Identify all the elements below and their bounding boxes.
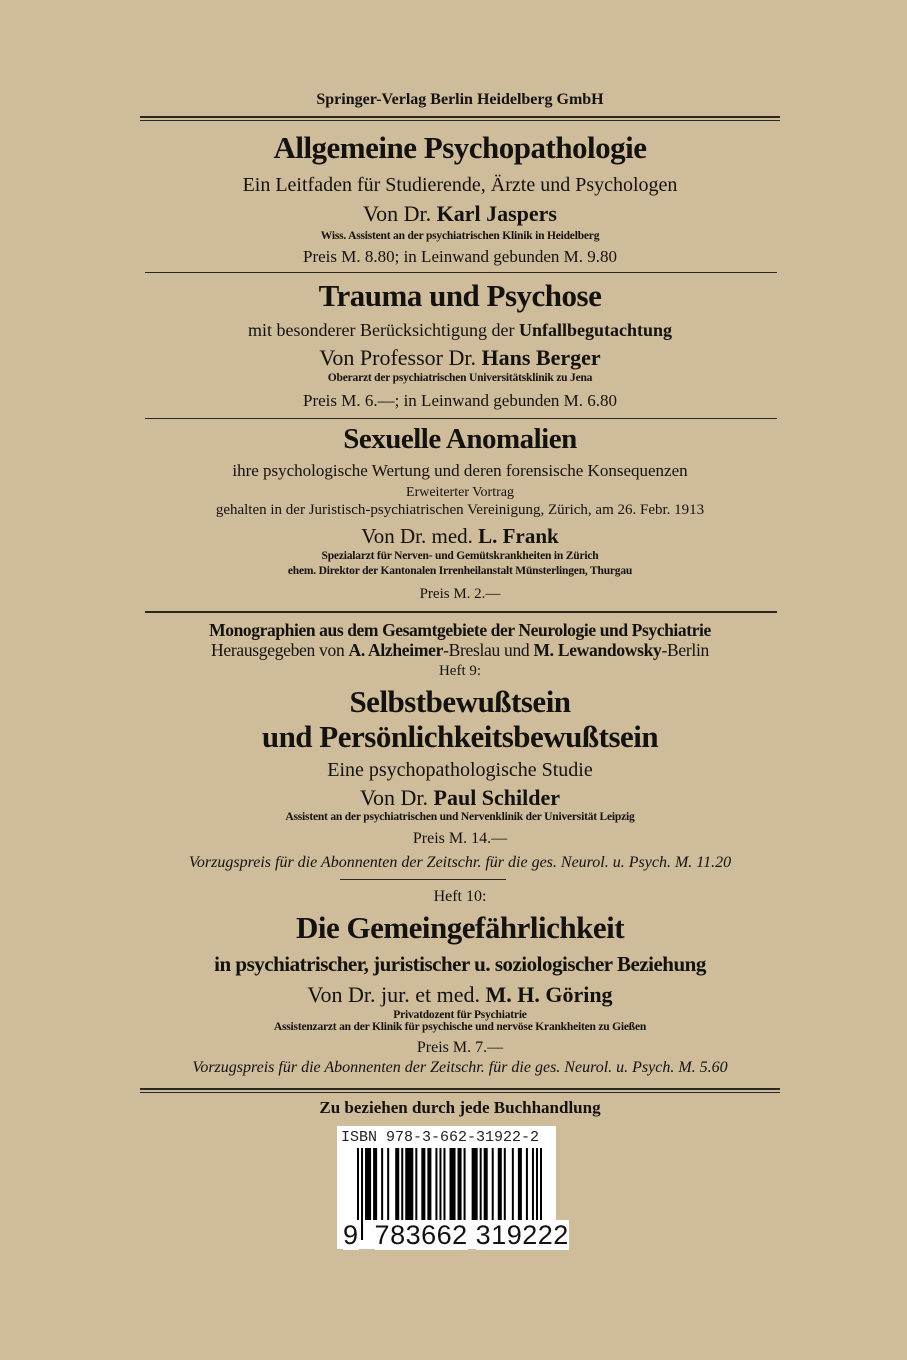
barcode-bar: [464, 1148, 466, 1220]
book3-subtitle: ihre psychologische Wertung und deren forensische Konsequenzen: [232, 461, 688, 480]
barcode-bar: [492, 1148, 494, 1220]
barcode-bar: [532, 1148, 534, 1220]
barcode-bar: [401, 1148, 403, 1220]
barcode-bar: [484, 1148, 488, 1220]
book1-title: Allgemeine Psychopathologie: [273, 130, 647, 165]
book2-author-line: [140, 347, 780, 369]
book5-title: Die Gemeingefährlichkeit: [295, 910, 625, 945]
series-title: Monographien aus dem Gesamtgebiete der Neurologie und Psychiatrie: [209, 620, 711, 640]
barcode-bar: [518, 1148, 522, 1220]
isbn-text: ISBN 978-3-662-31922-2: [341, 1129, 540, 1146]
editor-city: -Berlin: [661, 640, 709, 660]
barcode-bar: [472, 1148, 478, 1220]
book4-title: Selbstbewußtsein: [349, 684, 571, 719]
divider: [140, 116, 780, 121]
book3-affiliation-2: ehem. Direktor der Kantonalen Irrenheilanstalt Münsterlingen, Thurgau: [287, 565, 633, 577]
book2-title: Trauma und Psychose: [318, 278, 602, 313]
book5-subtitle: in psychiatrischer, juristischer u. soziologischer Beziehung: [214, 952, 706, 976]
ean-digits: [343, 1220, 569, 1251]
barcode-bar: [405, 1148, 413, 1220]
editor: A. Alzheimer: [348, 640, 444, 660]
barcode-bar: [480, 1148, 482, 1220]
by-label: Von Professor Dr.: [319, 345, 476, 370]
barcode-bar: [373, 1148, 377, 1220]
barcode-bar: [526, 1148, 528, 1220]
book5-affiliation-2: Assistenzarzt an der Klinik für psychische und nervöse Krankheiten zu Gießen: [273, 1021, 647, 1033]
book1-price: Preis M. 8.80; in Leinwand gebunden M. 9.80: [303, 247, 617, 266]
divider: [340, 879, 506, 880]
barcode-bar: [415, 1148, 417, 1220]
divider: [145, 611, 777, 613]
book3-price: Preis M. 2.—: [419, 586, 501, 602]
ean-left-group: 783662: [374, 1220, 468, 1250]
book4-price: Preis M. 14.—: [412, 830, 508, 847]
book4-issue: Heft 9:: [438, 663, 482, 679]
book1-subtitle: Ein Leitfaden für Studierende, Ärzte und Psychologen: [242, 174, 678, 196]
barcode-bar: [504, 1148, 506, 1220]
book5-discount: Vorzugspreis für die Abonnenten der Zeitschr. für die ges. Neurol. u. Psych. M. 5.60: [192, 1059, 728, 1076]
book3-note: Erweiterter Vortrag: [406, 485, 514, 500]
by-label: Von Dr.: [359, 785, 429, 810]
barcode-bar: [435, 1148, 437, 1220]
book4-title-2: und Persönlichkeitsbewußtsein: [261, 719, 659, 754]
author: Hans Berger: [481, 345, 601, 370]
barcode-bar: [395, 1148, 399, 1220]
barcode-bar: [498, 1148, 502, 1220]
publisher: Springer-Verlag Berlin Heidelberg GmbH: [316, 91, 604, 108]
barcode-bar: [421, 1148, 425, 1220]
book3-author-line: [140, 526, 780, 547]
barcode-bar: [387, 1148, 389, 1220]
barcode-bar: [381, 1148, 383, 1220]
by-label: Von Dr. med.: [361, 524, 473, 548]
book5-price: Preis M. 7.—: [416, 1039, 504, 1056]
book4-subtitle: Eine psychopathologische Studie: [327, 759, 593, 781]
editors-label: Herausgegeben von: [211, 640, 345, 660]
by-label: Von Dr. jur. et med.: [307, 982, 480, 1007]
author: L. Frank: [478, 524, 559, 548]
book3-affiliation: Spezialarzt für Nerven- und Gemütskrankheiten in Zürich: [321, 550, 599, 562]
barcode-bar: [427, 1148, 431, 1220]
author: Paul Schilder: [433, 785, 561, 810]
editor: M. Lewandowsky: [533, 640, 662, 660]
book2-price: Preis M. 6.—; in Leinwand gebunden M. 6.80: [303, 391, 617, 410]
author: Karl Jaspers: [436, 201, 557, 226]
by-label: Von Dr.: [363, 201, 432, 226]
barcode-bar: [365, 1148, 371, 1220]
divider: [145, 272, 777, 273]
book5-issue: Heft 10:: [433, 888, 487, 905]
book4-discount: Vorzugspreis für die Abonnenten der Zeitschr. für die ges. Neurol. u. Psych. M. 11.20: [188, 854, 732, 871]
author: M. H. Göring: [485, 982, 613, 1007]
isbn-barcode: [337, 1126, 569, 1250]
subtitle-bold: Unfallbegutachtung: [518, 320, 672, 340]
book5-affiliation: Privatdozent für Psychiatrie: [393, 1009, 527, 1021]
divider: [140, 1088, 780, 1093]
book4-affiliation: Assistent an der psychiatrischen und Nervenklinik der Universität Leipzig: [285, 811, 635, 823]
ean-right-group: 319222: [475, 1220, 569, 1250]
divider: [145, 418, 777, 419]
series-editors: [140, 642, 780, 660]
book2-subtitle: [140, 321, 780, 339]
book3-note-detail: gehalten in der Juristisch-psychiatrischen Vereinigung, Zürich, am 26. Febr. 1913: [215, 502, 705, 518]
book1-affiliation: Wiss. Assistent an der psychiatrischen Klinik in Heidelberg: [320, 230, 600, 242]
book1-author-line: [140, 203, 780, 225]
barcode-bar: [512, 1148, 514, 1220]
book4-author-line: [140, 787, 780, 809]
book3-title: Sexuelle Anomalien: [343, 423, 577, 455]
barcode-bar: [439, 1148, 441, 1220]
footer-availability: Zu beziehen durch jede Buchhandlung: [319, 1098, 601, 1117]
editor-city: -Breslau und: [443, 640, 530, 660]
subtitle-text: mit besonderer Berücksichtigung der: [248, 320, 515, 340]
book2-affiliation: Oberarzt der psychiatrischen Universitätsklinik zu Jena: [327, 372, 593, 384]
book5-author-line: [140, 984, 780, 1006]
ean-first-digit: 9: [343, 1220, 359, 1250]
